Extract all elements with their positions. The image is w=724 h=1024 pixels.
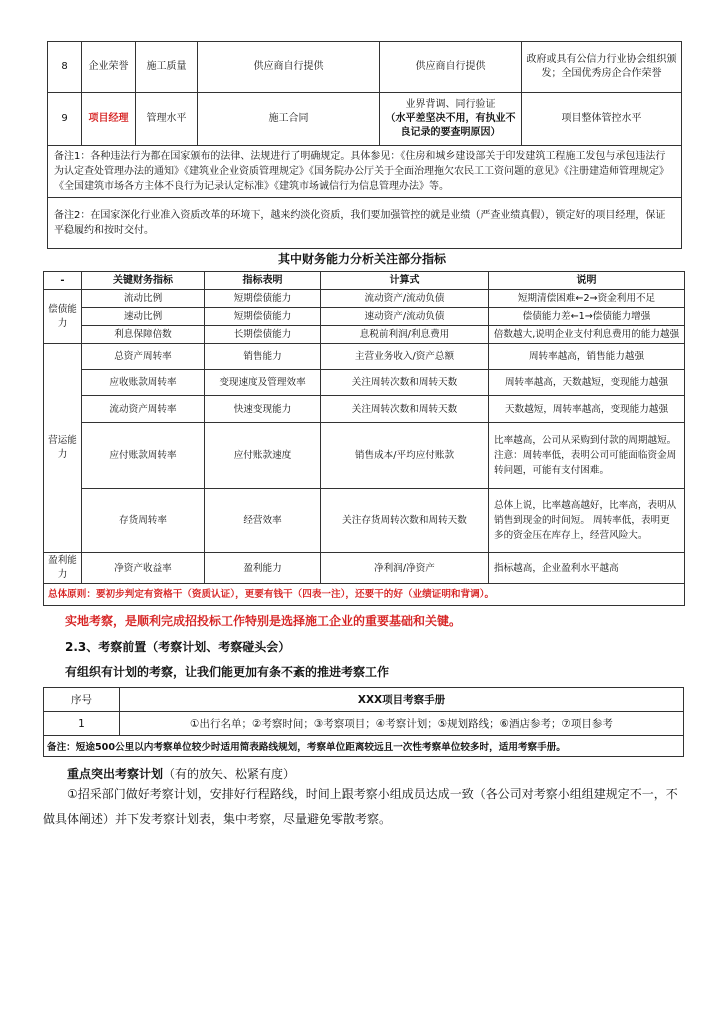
table-row bbox=[44, 290, 685, 308]
formula: 流动资产/流动负债 bbox=[321, 290, 489, 308]
category-profit: 盈利能力 bbox=[44, 553, 82, 584]
table-row bbox=[44, 423, 685, 489]
formula: 销售成本/平均应付账款 bbox=[321, 423, 489, 489]
note-2: 备注2：在国家深化行业准入资质改革的环境下，越来约淡化资质，我们要加强管控的就是业绩（严查业绩真假），锁定好的项目经理，保证平稳履约和按时交付。 bbox=[48, 198, 682, 249]
row-number: 8 bbox=[48, 42, 82, 93]
item-name: 项目经理 bbox=[82, 93, 136, 146]
meaning: 短期偿债能力 bbox=[205, 290, 321, 308]
table-row bbox=[48, 93, 682, 146]
key-plan-line bbox=[67, 765, 295, 782]
section-heading-2-3: 2.3、考察前置（考察计划、考察碰头会） bbox=[65, 640, 291, 654]
category-operation: 营运能力 bbox=[44, 344, 82, 553]
metric: 流动资产周转率 bbox=[82, 396, 205, 423]
key-plan-subtitle: （有的放矢、松紧有度） bbox=[163, 767, 296, 781]
table-row bbox=[44, 308, 685, 326]
header-title: XXX项目考察手册 bbox=[120, 688, 684, 712]
metric: 应收账款周转率 bbox=[82, 370, 205, 396]
index-name: 管理水平 bbox=[136, 93, 198, 146]
meaning: 长期偿债能力 bbox=[205, 326, 321, 344]
desc: 比率越高，公司从采购到付款的周期越短。注意：周转率低，表明公司可能面临资金周转问题，可能有支付困难。 bbox=[489, 423, 685, 489]
desc: 总体上说，比率越高越好，比率高，表明从销售到现金的时间短。 周转率低，表明更多的资金压在库存上，经营风险大。 bbox=[489, 489, 685, 553]
meaning: 盈利能力 bbox=[205, 553, 321, 584]
formula: 速动资产/流动负债 bbox=[321, 308, 489, 326]
formula: 关注周转次数和周转天数 bbox=[321, 396, 489, 423]
metric: 速动比例 bbox=[82, 308, 205, 326]
qualification-table bbox=[47, 41, 682, 249]
metric: 利息保障倍数 bbox=[82, 326, 205, 344]
finance-table-title: 其中财务能力分析关注部分指标 bbox=[277, 252, 446, 266]
site-inspection-statement: 实地考察，是顺利完成招投标工作特别是选择施工企业的重要基础和关键。 bbox=[65, 614, 462, 628]
formula: 净利润/净资产 bbox=[321, 553, 489, 584]
verify-text: 业界背调、同行验证 bbox=[405, 99, 496, 110]
header-dash: - bbox=[44, 272, 82, 290]
verify-warning: （水平差坚决不用，有执业不良记录的要查明原因） bbox=[385, 113, 516, 138]
table-row bbox=[44, 712, 684, 736]
desc: 指标越高，企业盈利水平越高 bbox=[489, 553, 685, 584]
category-solvency: 偿债能力 bbox=[44, 290, 82, 344]
inspection-manual-table bbox=[43, 687, 684, 757]
header-row bbox=[44, 688, 684, 712]
standard-cell: 政府或具有公信力行业协会组织颁发；全国优秀房企合作荣誉 bbox=[522, 42, 682, 93]
note-1: 备注1：各种违法行为都在国家颁布的法律、法规进行了明确规定。具体参见：《住房和城乡建设部关于印发建筑工程施工发包与承包违法行为认定查处管理办法的通知》《建筑业企业资质管理规定》《国务院办公厅关于全面治理拖欠农民工工资问题的意见》《注册建造师管理规定》《全国建筑市场各方主体不良行为记录认定标准》《建筑市场诚信行为信息管理办法》等。 bbox=[48, 146, 682, 198]
desc: 周转率越高，销售能力越强 bbox=[489, 344, 685, 370]
principle-row bbox=[44, 584, 685, 606]
table-row bbox=[44, 344, 685, 370]
item-name: 企业荣誉 bbox=[82, 42, 136, 93]
standard-cell: 项目整体管控水平 bbox=[522, 93, 682, 146]
table-row bbox=[48, 42, 682, 93]
desc: 偿债能力差←1→偿债能力增强 bbox=[489, 308, 685, 326]
table-row bbox=[44, 489, 685, 553]
table-row bbox=[44, 553, 685, 584]
metric: 应付账款周转率 bbox=[82, 423, 205, 489]
manual-note: 备注：短途500公里以内考察单位较少时适用简表路线规划，考察单位距离较远且一次性考察单位较多时，适用考察手册。 bbox=[44, 736, 684, 757]
meaning: 经营效率 bbox=[205, 489, 321, 553]
header-no: 序号 bbox=[44, 688, 120, 712]
metric: 存货周转率 bbox=[82, 489, 205, 553]
formula: 关注周转次数和周转天数 bbox=[321, 370, 489, 396]
note-row bbox=[48, 146, 682, 198]
desc: 天数越短，周转率越高，变现能力越强 bbox=[489, 396, 685, 423]
note-row bbox=[48, 198, 682, 249]
table-row bbox=[44, 396, 685, 423]
organized-inspection-line: 有组织有计划的考察，让我们能更加有条不紊的推进考察工作 bbox=[65, 665, 390, 679]
table-row bbox=[44, 370, 685, 396]
source-cell: 供应商自行提供 bbox=[198, 42, 380, 93]
header-desc: 说明 bbox=[489, 272, 685, 290]
row-number: 1 bbox=[44, 712, 120, 736]
verify-cell bbox=[380, 93, 522, 146]
overall-principle: 总体原则：要初步判定有资格干（资质认证），更要有钱干（四表一注），还要干的好（业绩证明和背调）。 bbox=[44, 584, 685, 606]
plan-paragraph: ①招采部门做好考察计划，安排好行程路线，时间上跟考察小组成员达成一致（各公司对考察小组组建规定不一，不做具体阐述）并下发考察计划表，集中考察，尽量避免零散考察。 bbox=[43, 787, 678, 826]
formula: 关注存货周转次数和周转天数 bbox=[321, 489, 489, 553]
meaning: 应付账款速度 bbox=[205, 423, 321, 489]
index-name: 施工质量 bbox=[136, 42, 198, 93]
manual-contents: ①出行名单；②考察时间；③考察项目；④考察计划；⑤规划路线；⑥酒店参考；⑦项目参考 bbox=[120, 712, 684, 736]
source-cell: 施工合同 bbox=[198, 93, 380, 146]
desc: 倍数越大,说明企业支付利息费用的能力越强 bbox=[489, 326, 685, 344]
meaning: 变现速度及管理效率 bbox=[205, 370, 321, 396]
metric: 流动比例 bbox=[82, 290, 205, 308]
verify-cell: 供应商自行提供 bbox=[380, 42, 522, 93]
table-row bbox=[44, 326, 685, 344]
header-formula: 计算式 bbox=[321, 272, 489, 290]
formula: 息税前利润/利息费用 bbox=[321, 326, 489, 344]
header-row bbox=[44, 272, 685, 290]
header-metric: 关键财务指标 bbox=[82, 272, 205, 290]
formula: 主营业务收入/资产总额 bbox=[321, 344, 489, 370]
desc: 短期清偿困难←2→资金利用不足 bbox=[489, 290, 685, 308]
header-meaning: 指标表明 bbox=[205, 272, 321, 290]
meaning: 短期偿债能力 bbox=[205, 308, 321, 326]
metric: 总资产周转率 bbox=[82, 344, 205, 370]
row-number: 9 bbox=[48, 93, 82, 146]
meaning: 快速变现能力 bbox=[205, 396, 321, 423]
finance-indicator-table bbox=[43, 271, 685, 606]
desc: 周转率越高，天数越短，变现能力越强 bbox=[489, 370, 685, 396]
key-plan-title: 重点突出考察计划 bbox=[67, 767, 164, 781]
metric: 净资产收益率 bbox=[82, 553, 205, 584]
meaning: 销售能力 bbox=[205, 344, 321, 370]
note-row bbox=[44, 736, 684, 757]
